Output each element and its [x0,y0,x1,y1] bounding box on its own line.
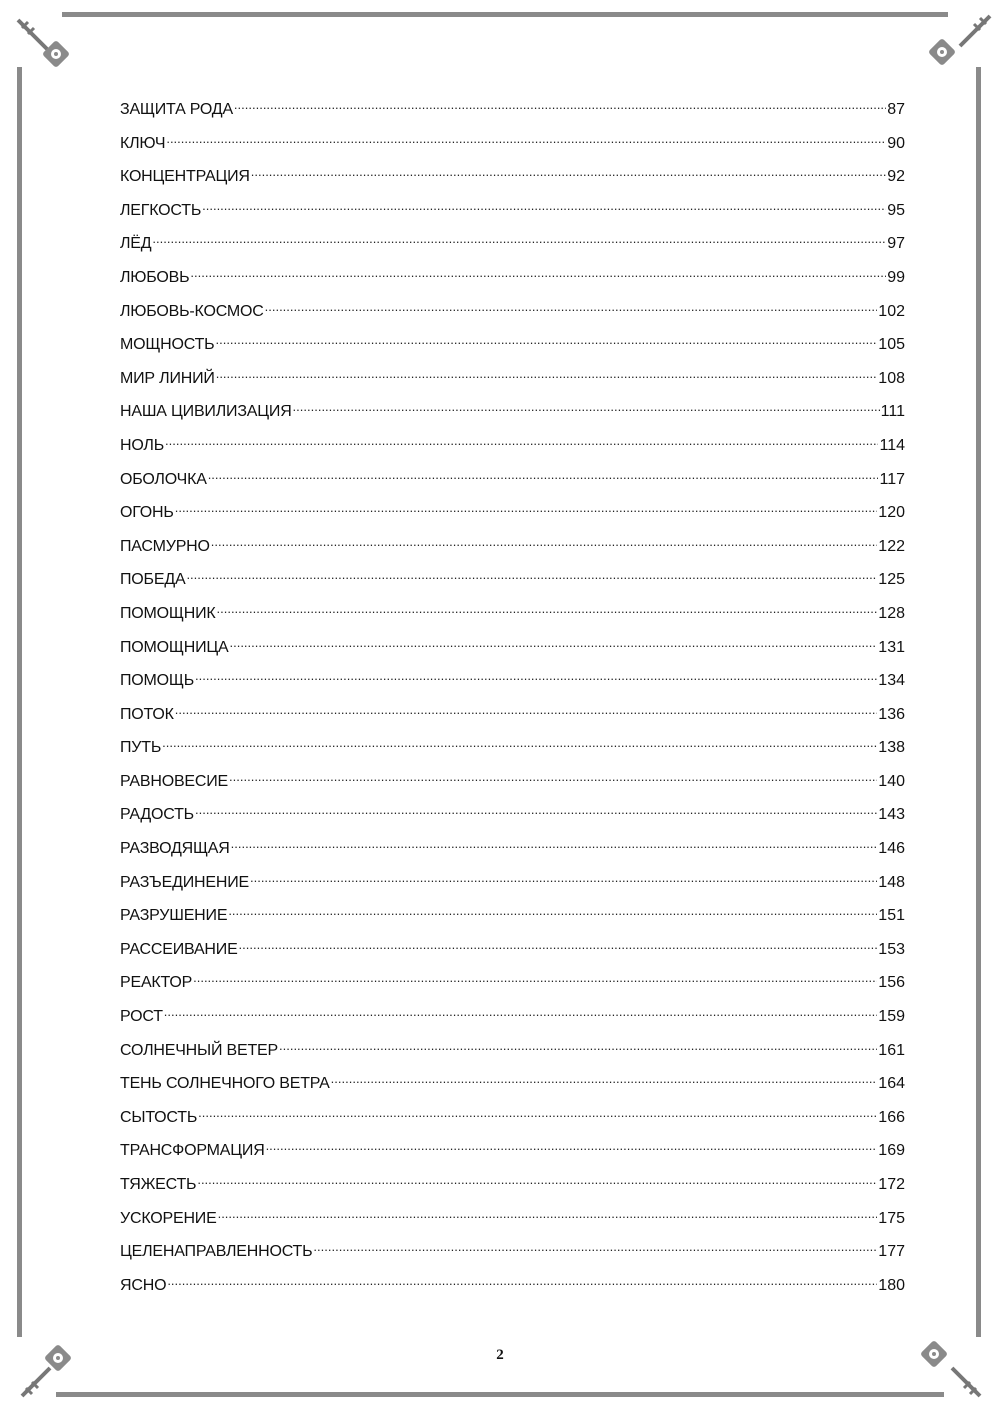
toc-leader-dots [229,764,877,786]
toc-entry-title: МОЩНОСТЬ [120,336,215,354]
toc-entry-title: ОГОНЬ [120,504,174,522]
toc-entry-page-number: 102 [878,302,905,320]
toc-leader-dots [175,495,878,517]
toc-entry-page-number: 125 [878,571,905,589]
toc-leader-dots [166,126,886,148]
toc-entry-page-number: 95 [887,201,905,219]
toc-entry[interactable] [120,1100,905,1134]
toc-entry[interactable] [120,697,905,731]
toc-entry-title: НАША ЦИВИЛИЗАЦИЯ [120,403,292,421]
toc-entry[interactable] [120,1268,905,1302]
toc-entry[interactable] [120,361,905,395]
toc-entry-page-number: 143 [878,806,905,824]
toc-leader-dots [197,1167,877,1189]
toc-leader-dots [190,260,886,282]
toc-leader-dots [231,831,878,853]
toc-entry[interactable] [120,630,905,664]
toc-leader-dots [162,730,877,752]
toc-entry[interactable] [120,92,905,126]
toc-entry-title: ЯСНО [120,1276,167,1294]
toc-leader-dots [234,92,886,114]
toc-leader-dots [165,428,878,450]
toc-entry-title: ПОМОЩЬ [120,672,195,690]
toc-entry-page-number: 156 [878,974,905,992]
toc-entry-title: ПУТЬ [120,739,162,757]
toc-leader-dots [266,1133,878,1155]
toc-entry-title: ТРАНСФОРМАЦИЯ [120,1142,265,1160]
toc-entry-page-number: 99 [887,268,905,286]
frame-right-line [976,67,981,1337]
toc-entry-page-number: 108 [878,369,905,387]
frame-bottom-line [56,1392,944,1397]
toc-entry-title: ЗАЩИТА РОДА [120,101,233,118]
toc-entry-title: СОЛНЕЧНЫЙ ВЕТЕР [120,1041,278,1059]
toc-leader-dots [239,932,878,954]
toc-entry-page-number: 151 [878,907,905,925]
toc-entry-page-number: 153 [878,940,905,958]
toc-leader-dots [215,327,877,349]
toc-entry-page-number: 131 [878,638,905,656]
toc-entry-page-number: 122 [878,537,905,555]
page-number: 2 [496,1347,504,1363]
toc-entry-title: РЕАКТОР [120,974,193,992]
toc-entry[interactable] [120,562,905,596]
toc-entry-page-number: 134 [878,672,905,690]
toc-entry[interactable] [120,327,905,361]
frame-left-line [17,67,22,1337]
toc-entry[interactable] [120,428,905,462]
toc-entry-title: ПОМОЩНИК [120,604,216,622]
toc-entry[interactable] [120,797,905,831]
toc-entry-title: ЦЕЛЕНАПРАВЛЕННОСТЬ [120,1243,313,1261]
toc-entry-title: ЛЁД [120,235,152,253]
toc-leader-dots [250,865,877,887]
toc-entry[interactable] [120,730,905,764]
toc-entry-title: ЛЕГКОСТЬ [120,201,202,219]
toc-entry-page-number: 105 [878,336,905,354]
toc-entry-title: РАВНОВЕСИЕ [120,772,229,790]
toc-entry-page-number: 87 [887,101,905,118]
toc-leader-dots [279,1033,877,1055]
toc-leader-dots [152,226,886,248]
toc-entry[interactable] [120,193,905,227]
toc-entry-page-number: 120 [878,504,905,522]
toc-leader-dots [228,898,877,920]
toc-entry[interactable] [120,226,905,260]
toc-entry-page-number: 97 [887,235,905,253]
toc-entry[interactable] [120,260,905,294]
toc-entry[interactable] [120,529,905,563]
toc-leader-dots [218,1201,878,1223]
toc-entry-page-number: 164 [878,1075,905,1093]
toc-leader-dots [217,596,878,618]
toc-leader-dots [251,159,886,181]
toc-leader-dots [175,697,878,719]
toc-leader-dots [265,294,878,316]
toc-entry-title: ПОТОК [120,705,174,723]
toc-entry[interactable] [120,462,905,496]
toc-entry[interactable] [120,159,905,193]
toc-leader-dots [164,999,878,1021]
toc-leader-dots [208,462,879,484]
toc-entry-page-number: 128 [878,604,905,622]
toc-entry[interactable] [120,764,905,798]
toc-entry[interactable] [120,1033,905,1067]
toc-entry[interactable] [120,394,905,428]
toc-leader-dots [229,630,877,652]
toc-leader-dots [216,361,878,383]
toc-entry-title: НОЛЬ [120,436,165,454]
toc-entry-title: РАЗРУШЕНИЕ [120,907,228,925]
toc-entry-page-number: 180 [878,1276,905,1294]
toc-entry-page-number: 111 [880,403,905,421]
toc-entry-title: МИР ЛИНИЙ [120,369,215,387]
toc-entry-page-number: 136 [878,705,905,723]
toc-entry[interactable] [120,965,905,999]
toc-entry-page-number: 172 [878,1176,905,1193]
toc-entry-title: КЛЮЧ [120,134,166,152]
toc-entry-title: СЫТОСТЬ [120,1108,198,1126]
toc-entry[interactable] [120,898,905,932]
toc-entry-page-number: 177 [878,1243,905,1261]
toc-entry[interactable] [120,932,905,966]
toc-entry-title: ПОМОЩНИЦА [120,638,229,656]
toc-leader-dots [167,1268,877,1290]
toc-entry-title: ОБОЛОЧКА [120,470,207,488]
toc-leader-dots [198,1100,877,1122]
toc-entry-title: КОНЦЕНТРАЦИЯ [120,168,250,186]
toc-entry-page-number: 146 [878,840,905,858]
toc-entry-title: ЛЮБОВЬ-КОСМОС [120,302,264,320]
toc-entry[interactable] [120,126,905,160]
toc-entry[interactable] [120,865,905,899]
toc-leader-dots [211,529,878,551]
toc-entry[interactable] [120,663,905,697]
table-of-contents [120,92,905,1301]
toc-leader-dots [202,193,886,215]
toc-entry[interactable] [120,495,905,529]
toc-entry-page-number: 92 [887,168,905,186]
toc-entry[interactable] [120,1201,905,1235]
toc-entry-page-number: 161 [878,1041,905,1059]
toc-leader-dots [186,562,877,584]
toc-entry-title: ПОБЕДА [120,571,186,589]
toc-entry-title: РАССЕИВАНИЕ [120,940,238,958]
toc-leader-dots [195,797,877,819]
toc-entry[interactable] [120,1167,905,1201]
toc-entry-title: ТЯЖЕСТЬ [120,1176,197,1193]
corner-key-top-right-icon [916,10,996,90]
toc-entry-title: ПАСМУРНО [120,537,210,555]
toc-entry[interactable] [120,596,905,630]
toc-entry-title: УСКОРЕНИЕ [120,1209,217,1227]
toc-entry-page-number: 148 [878,873,905,891]
frame-top-line [62,12,948,17]
toc-entry[interactable] [120,294,905,328]
toc-leader-dots [193,965,877,987]
toc-entry-page-number: 117 [879,470,905,488]
corner-key-top-left-icon [12,14,92,94]
toc-entry-page-number: 90 [887,134,905,152]
toc-entry-title: ТЕНЬ СОЛНЕЧНОГО ВЕТРА [120,1075,330,1093]
toc-entry-page-number: 159 [878,1008,905,1026]
toc-entry[interactable] [120,1066,905,1100]
toc-entry-title: РАЗЪЕДИНЕНИЕ [120,873,249,891]
toc-entry-title: ЛЮБОВЬ [120,268,190,286]
toc-entry-page-number: 169 [878,1142,905,1160]
toc-entry-page-number: 140 [878,772,905,790]
toc-entry[interactable] [120,1133,905,1167]
toc-entry-page-number: 166 [878,1108,905,1126]
toc-leader-dots [195,663,877,685]
toc-leader-dots [331,1066,878,1088]
toc-entry[interactable] [120,999,905,1033]
toc-entry-page-number: 114 [879,436,905,454]
toc-entry-title: РАДОСТЬ [120,806,194,824]
toc-entry-page-number: 138 [878,739,905,757]
toc-entry-page-number: 175 [878,1209,905,1227]
toc-leader-dots [293,394,880,416]
toc-entry[interactable] [120,831,905,865]
toc-leader-dots [313,1234,877,1256]
toc-entry[interactable] [120,1234,905,1268]
toc-entry-title: РАЗВОДЯЩАЯ [120,840,230,858]
toc-entry-title: РОСТ [120,1008,163,1026]
